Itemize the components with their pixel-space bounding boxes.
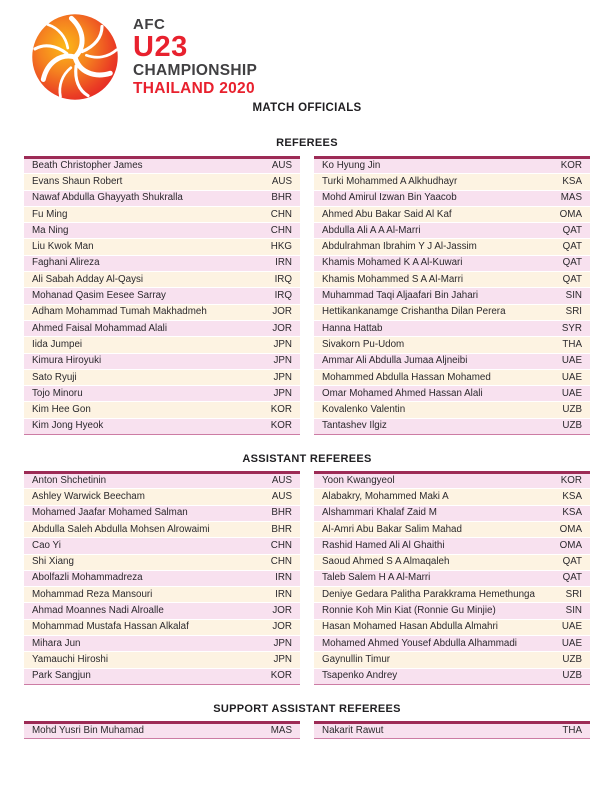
- table-row: [24, 418, 300, 434]
- table-row: [24, 158, 300, 174]
- official-name: Hanna Hattab: [314, 320, 552, 336]
- table-row: [314, 722, 590, 738]
- official-name: Ma Ning: [24, 223, 262, 239]
- official-name: Kim Jong Hyeok: [24, 418, 262, 434]
- official-name: Sato Ryuji: [24, 369, 262, 385]
- logo-competition-text: U23: [133, 30, 188, 63]
- official-country: AUS: [262, 489, 300, 505]
- official-country: UAE: [552, 619, 590, 635]
- official-name: Gaynullin Timur: [314, 652, 552, 668]
- table-row: [24, 337, 300, 353]
- official-country: UZB: [552, 402, 590, 418]
- table-row: [24, 304, 300, 320]
- table-row: [314, 272, 590, 288]
- table-row: [314, 418, 590, 434]
- official-name: Muhammad Taqi Aljaafari Bin Jahari: [314, 288, 552, 304]
- assistant-referees-table-left: [24, 471, 300, 685]
- official-country: JOR: [262, 619, 300, 635]
- logo-host-text: THAILAND 2020: [133, 80, 255, 98]
- table-row: [314, 489, 590, 505]
- table-row: [314, 288, 590, 304]
- official-country: JOR: [262, 603, 300, 619]
- official-country: SIN: [552, 288, 590, 304]
- support-assistant-referees-table-right: [314, 721, 590, 739]
- table-row: [24, 402, 300, 418]
- official-name: Anton Shchetinin: [24, 473, 262, 489]
- table-row: [24, 636, 300, 652]
- official-country: SRI: [552, 587, 590, 603]
- table-row: [24, 473, 300, 489]
- official-name: Ahmed Abu Bakar Said Al Kaf: [314, 206, 552, 222]
- official-name: Kim Hee Gon: [24, 402, 262, 418]
- official-name: Mohamed Jaafar Mohamed Salman: [24, 505, 262, 521]
- official-name: Mohanad Qasim Eesee Sarray: [24, 288, 262, 304]
- official-country: QAT: [552, 554, 590, 570]
- official-name: Mihara Jun: [24, 636, 262, 652]
- official-country: CHN: [262, 206, 300, 222]
- official-country: IRN: [262, 570, 300, 586]
- table-row: [24, 505, 300, 521]
- official-country: MAS: [552, 190, 590, 206]
- official-country: IRN: [262, 255, 300, 271]
- official-country: IRQ: [262, 272, 300, 288]
- official-name: Ali Sabah Adday Al-Qaysi: [24, 272, 262, 288]
- official-name: Yamauchi Hiroshi: [24, 652, 262, 668]
- table-row: [314, 304, 590, 320]
- official-name: Omar Mohamed Ahmed Hassan Alali: [314, 386, 552, 402]
- official-country: BHR: [262, 521, 300, 537]
- official-country: JOR: [262, 320, 300, 336]
- official-name: Liu Kwok Man: [24, 239, 262, 255]
- official-name: Abolfazli Mohammadreza: [24, 570, 262, 586]
- official-name: Turki Mohammed A Alkhudhayr: [314, 174, 552, 190]
- table-row: [314, 587, 590, 603]
- official-country: UAE: [552, 353, 590, 369]
- official-country: QAT: [552, 272, 590, 288]
- official-country: MAS: [262, 722, 300, 738]
- official-name: Mohd Yusri Bin Muhamad: [24, 722, 262, 738]
- official-country: KSA: [552, 489, 590, 505]
- official-country: CHN: [262, 223, 300, 239]
- official-country: KSA: [552, 174, 590, 190]
- official-name: Ashley Warwick Beecham: [24, 489, 262, 505]
- table-row: [314, 369, 590, 385]
- table-row: [24, 288, 300, 304]
- table-row: [24, 174, 300, 190]
- official-country: KOR: [552, 158, 590, 174]
- official-country: SRI: [552, 304, 590, 320]
- official-country: THA: [552, 337, 590, 353]
- official-country: QAT: [552, 255, 590, 271]
- official-name: Mohammed Abdulla Hassan Mohamed: [314, 369, 552, 385]
- official-country: SYR: [552, 320, 590, 336]
- official-country: UZB: [552, 652, 590, 668]
- official-country: THA: [552, 722, 590, 738]
- official-country: JPN: [262, 369, 300, 385]
- official-name: Iida Jumpei: [24, 337, 262, 353]
- official-name: Beath Christopher James: [24, 158, 262, 174]
- table-row: [24, 255, 300, 271]
- table-row: [24, 320, 300, 336]
- table-row: [314, 158, 590, 174]
- official-name: Kovalenko Valentin: [314, 402, 552, 418]
- official-country: KSA: [552, 505, 590, 521]
- table-row: [314, 386, 590, 402]
- section-referees: [24, 138, 590, 435]
- official-name: Mohammad Mustafa Hassan Alkalaf: [24, 619, 262, 635]
- table-row: [24, 554, 300, 570]
- table-row: [24, 223, 300, 239]
- official-name: Park Sangjun: [24, 668, 262, 684]
- support-assistant-referees-table-left: [24, 721, 300, 739]
- official-name: Abdulla Saleh Abdulla Mohsen Alrowaimi: [24, 521, 262, 537]
- official-country: JPN: [262, 636, 300, 652]
- official-name: Cao Yi: [24, 538, 262, 554]
- official-name: Sivakorn Pu-Udom: [314, 337, 552, 353]
- official-country: HKG: [262, 239, 300, 255]
- official-country: SIN: [552, 603, 590, 619]
- official-country: BHR: [262, 190, 300, 206]
- table-row: [314, 255, 590, 271]
- official-name: Ammar Ali Abdulla Jumaa Aljneibi: [314, 353, 552, 369]
- table-row: [24, 722, 300, 738]
- official-name: Khamis Mohamed K A Al-Kuwari: [314, 255, 552, 271]
- official-name: Adham Mohammad Tumah Makhadmeh: [24, 304, 262, 320]
- official-name: Rashid Hamed Ali Al Ghaithi: [314, 538, 552, 554]
- official-name: Alshammari Khalaf Zaid M: [314, 505, 552, 521]
- table-row: [24, 206, 300, 222]
- table-row: [24, 369, 300, 385]
- official-name: Ahmad Moannes Nadi Alroalle: [24, 603, 262, 619]
- table-row: [314, 505, 590, 521]
- table-row: [24, 619, 300, 635]
- table-row: [314, 652, 590, 668]
- official-name: Abdulla Ali A A Al-Marri: [314, 223, 552, 239]
- official-country: AUS: [262, 473, 300, 489]
- page-title: MATCH OFFICIALS: [252, 102, 362, 114]
- table-row: [314, 223, 590, 239]
- table-row: [314, 570, 590, 586]
- official-country: AUS: [262, 174, 300, 190]
- table-row: [24, 603, 300, 619]
- official-country: UZB: [552, 668, 590, 684]
- official-country: OMA: [552, 538, 590, 554]
- referees-table-left: [24, 156, 300, 435]
- official-country: BHR: [262, 505, 300, 521]
- official-name: Khamis Mohammed S A Al-Marri: [314, 272, 552, 288]
- official-name: Faghani Alireza: [24, 255, 262, 271]
- table-row: [24, 538, 300, 554]
- table-row: [314, 402, 590, 418]
- official-country: UZB: [552, 418, 590, 434]
- official-country: KOR: [262, 418, 300, 434]
- official-name: Nawaf Abdulla Ghayyath Shukralla: [24, 190, 262, 206]
- table-row: [24, 386, 300, 402]
- official-country: OMA: [552, 206, 590, 222]
- official-country: JPN: [262, 337, 300, 353]
- logo-org-text: AFC: [133, 15, 166, 33]
- section-support-assistant-referees: [24, 704, 590, 739]
- section-title-support-assistant-referees: SUPPORT ASSISTANT REFEREES: [213, 702, 401, 715]
- table-row: [314, 190, 590, 206]
- table-row: [314, 619, 590, 635]
- assistant-referees-table-right: [314, 471, 590, 685]
- official-country: UAE: [552, 369, 590, 385]
- official-name: Tsapenko Andrey: [314, 668, 552, 684]
- official-name: Fu Ming: [24, 206, 262, 222]
- table-row: [314, 239, 590, 255]
- official-country: CHN: [262, 538, 300, 554]
- table-row: [314, 353, 590, 369]
- official-name: Abdulrahman Ibrahim Y J Al-Jassim: [314, 239, 552, 255]
- official-country: QAT: [552, 570, 590, 586]
- official-country: JOR: [262, 304, 300, 320]
- table-row: [314, 668, 590, 684]
- official-name: Ko Hyung Jin: [314, 158, 552, 174]
- table-row: [314, 603, 590, 619]
- official-name: Saoud Ahmed S A Almaqaleh: [314, 554, 552, 570]
- official-country: KOR: [262, 402, 300, 418]
- official-name: Taleb Salem H A Al-Marri: [314, 570, 552, 586]
- table-row: [314, 554, 590, 570]
- official-name: Shi Xiang: [24, 554, 262, 570]
- table-row: [24, 353, 300, 369]
- official-name: Kimura Hiroyuki: [24, 353, 262, 369]
- table-row: [314, 206, 590, 222]
- official-country: QAT: [552, 239, 590, 255]
- official-country: UAE: [552, 636, 590, 652]
- table-row: [24, 570, 300, 586]
- official-country: AUS: [262, 158, 300, 174]
- section-title-assistant-referees: ASSISTANT REFEREES: [242, 453, 372, 466]
- official-name: Tojo Minoru: [24, 386, 262, 402]
- section-title-referees: REFEREES: [276, 137, 338, 149]
- table-row: [24, 521, 300, 537]
- official-name: Alabakry, Mohammed Maki A: [314, 489, 552, 505]
- table-row: [314, 538, 590, 554]
- table-row: [314, 473, 590, 489]
- official-name: Hasan Mohamed Hasan Abdulla Almahri: [314, 619, 552, 635]
- official-name: Mohamed Ahmed Yousef Abdulla Alhammadi: [314, 636, 552, 652]
- official-name: Evans Shaun Robert: [24, 174, 262, 190]
- official-country: JPN: [262, 353, 300, 369]
- official-country: IRN: [262, 587, 300, 603]
- table-row: [24, 272, 300, 288]
- official-country: QAT: [552, 223, 590, 239]
- table-row: [24, 652, 300, 668]
- official-name: Deniye Gedara Palitha Parakkrama Hemethunga: [314, 587, 552, 603]
- table-row: [314, 320, 590, 336]
- official-country: JPN: [262, 652, 300, 668]
- official-country: KOR: [552, 473, 590, 489]
- table-row: [24, 489, 300, 505]
- table-row: [24, 239, 300, 255]
- official-country: UAE: [552, 386, 590, 402]
- table-row: [314, 337, 590, 353]
- official-name: Yoon Kwangyeol: [314, 473, 552, 489]
- official-name: Tantashev Ilgiz: [314, 418, 552, 434]
- official-country: OMA: [552, 521, 590, 537]
- official-name: Ahmed Faisal Mohammad Alali: [24, 320, 262, 336]
- official-name: Ronnie Koh Min Kiat (Ronnie Gu Minjie): [314, 603, 552, 619]
- official-name: Nakarit Rawut: [314, 722, 552, 738]
- section-assistant-referees: [24, 454, 590, 685]
- table-row: [24, 587, 300, 603]
- table-row: [314, 636, 590, 652]
- table-row: [24, 668, 300, 684]
- table-row: [314, 174, 590, 190]
- referees-table-right: [314, 156, 590, 435]
- official-name: Hettikankanamge Crishantha Dilan Perera: [314, 304, 552, 320]
- official-name: Al-Amri Abu Bakar Salim Mahad: [314, 521, 552, 537]
- official-country: KOR: [262, 668, 300, 684]
- official-country: JPN: [262, 386, 300, 402]
- official-name: Mohammad Reza Mansouri: [24, 587, 262, 603]
- official-country: IRQ: [262, 288, 300, 304]
- table-row: [24, 190, 300, 206]
- table-row: [314, 521, 590, 537]
- official-name: Mohd Amirul Izwan Bin Yaacob: [314, 190, 552, 206]
- logo-type-text: CHAMPIONSHIP: [133, 62, 258, 80]
- official-country: CHN: [262, 554, 300, 570]
